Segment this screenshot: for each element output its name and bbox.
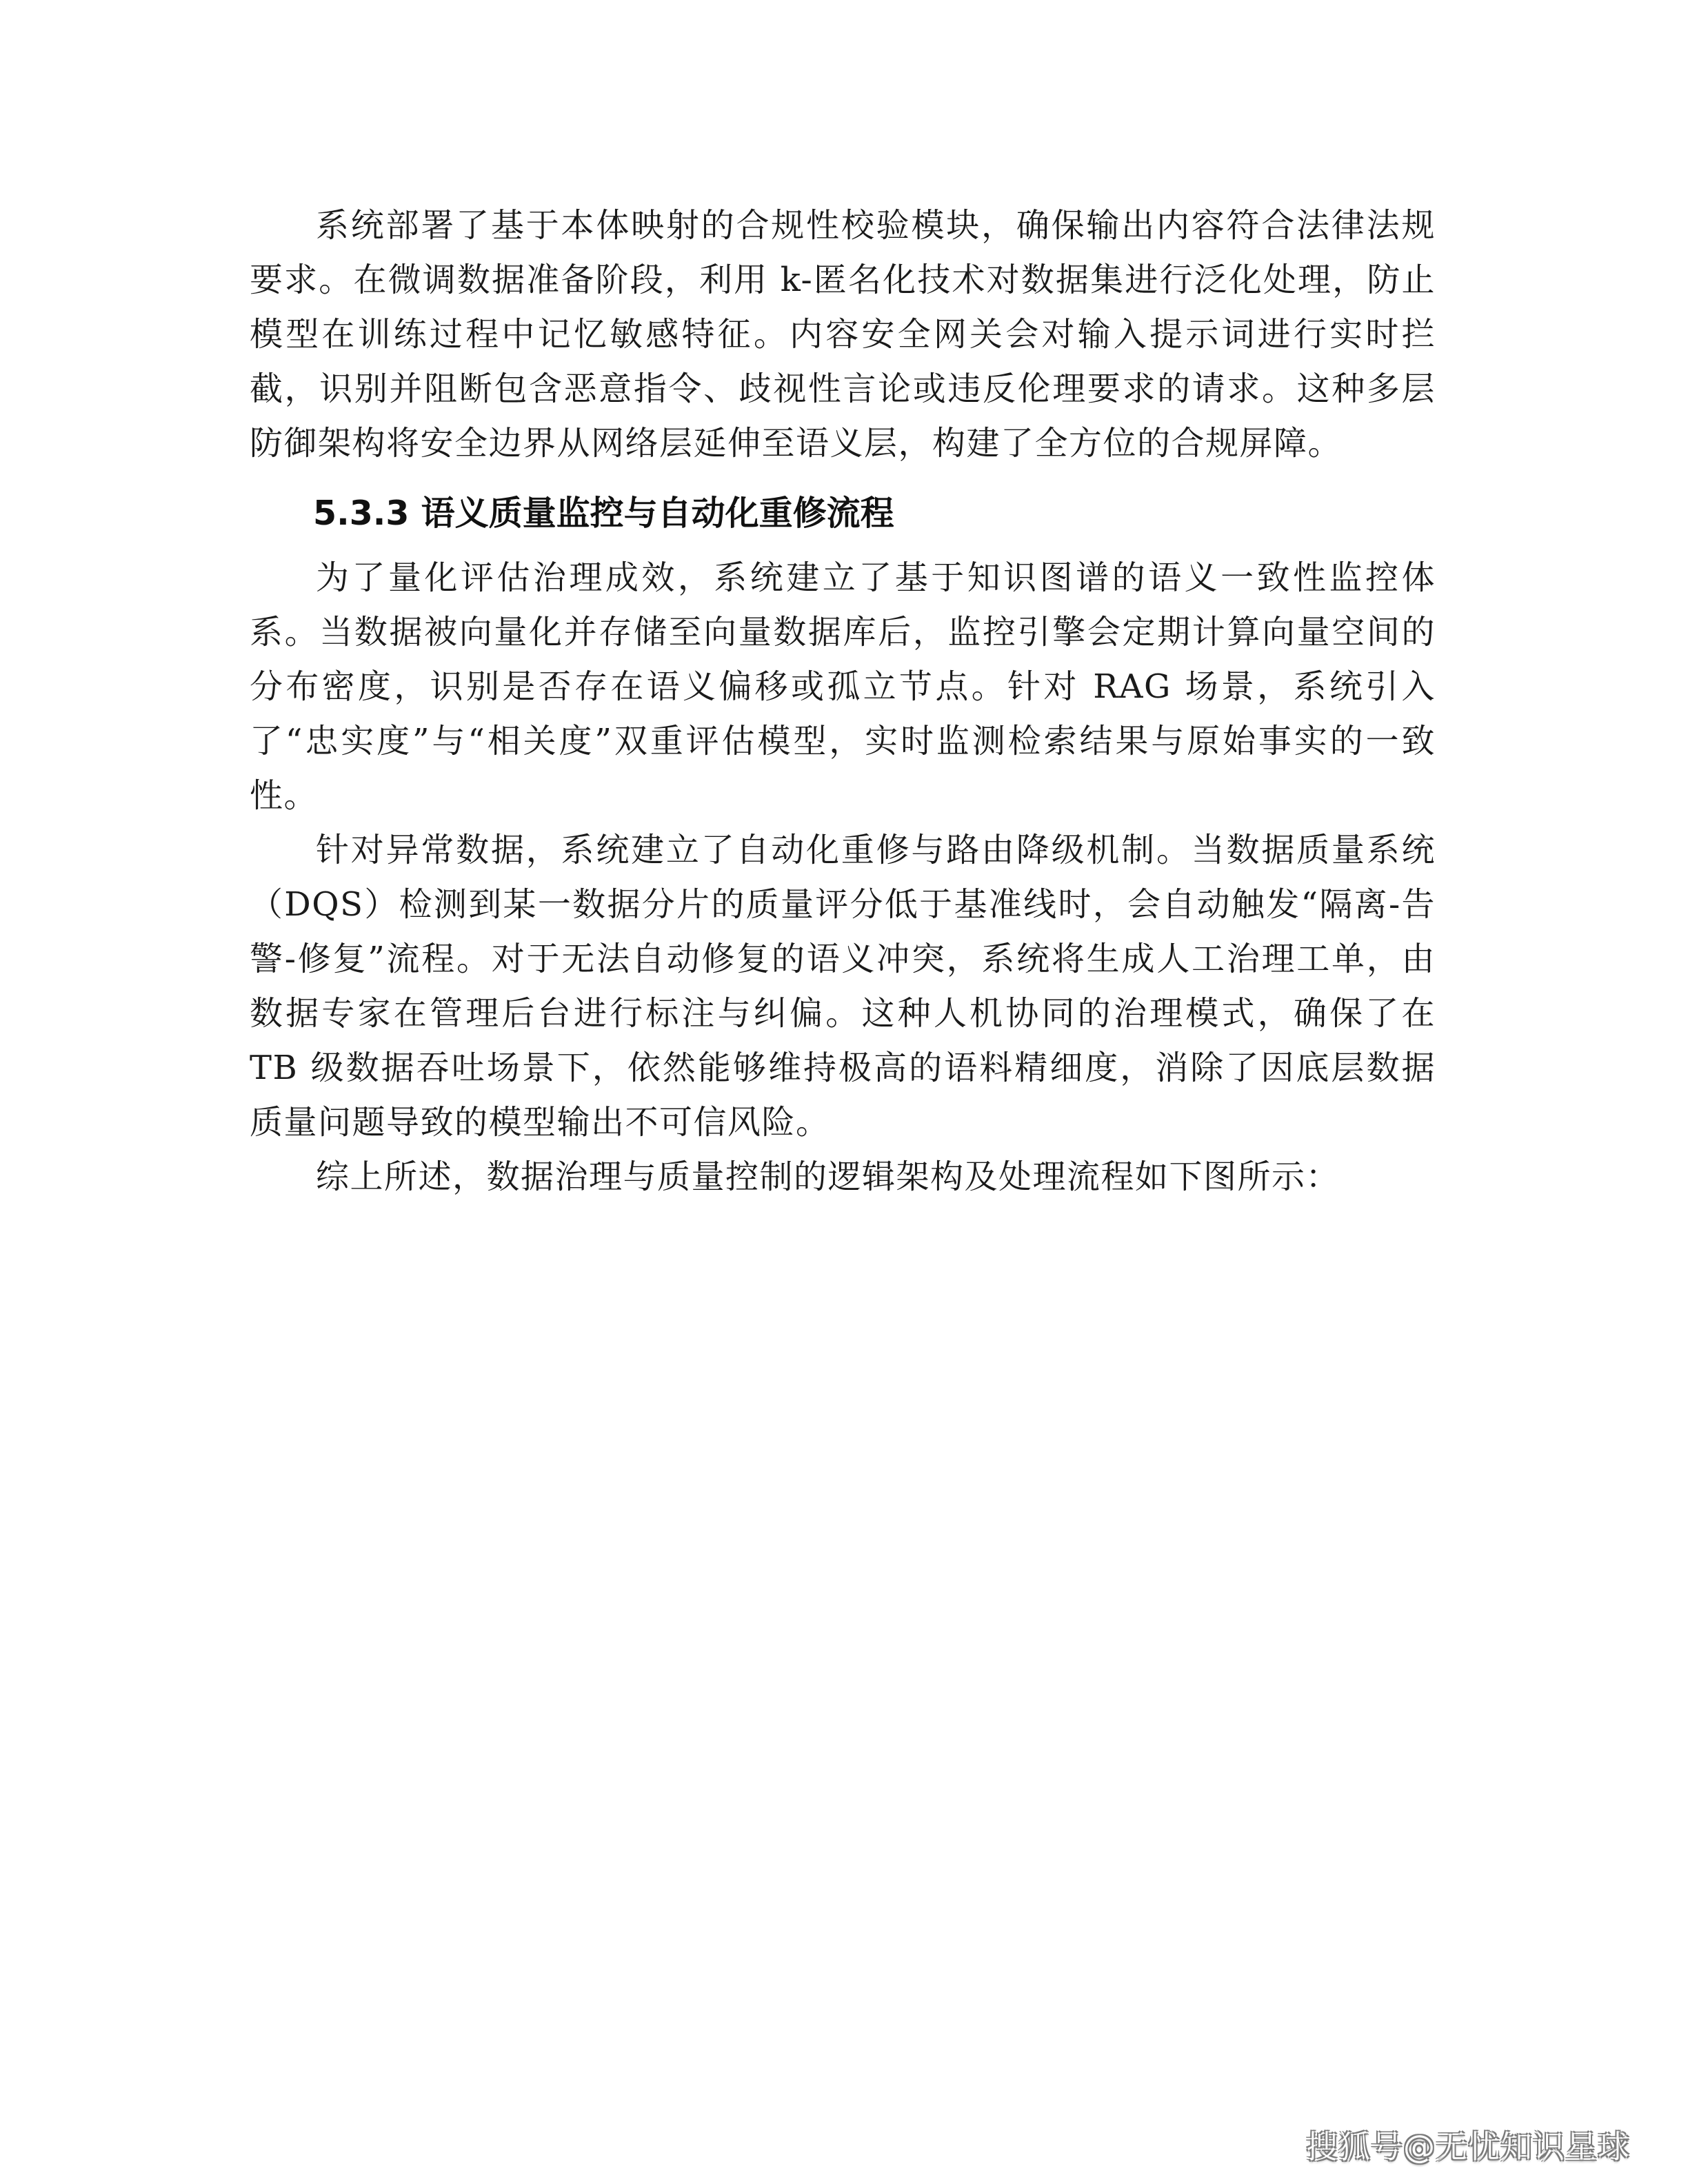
paragraph-auto-repair: 针对异常数据，系统建立了自动化重修与路由降级机制。当数据质量系统（DQS）检测到某一数据分片的质量评分低于基准线时，会自动触发“隔离-告警-修复”流程。对于无法自动修复的语义冲突，系统将生成人工治理工单，由数据专家在管理后台进行标注与纠偏。这种人机协同的治理模式，确保了在 TB 级数据吞吐场景下，依然能够维持极高的语料精细度，消除了因底层数据质量问题导致的模型输出不可信风险。 <box>250 831 1436 1142</box>
paragraph-summary: 综上所述，数据治理与质量控制的逻辑架构及处理流程如下图所示： <box>316 1157 1340 1196</box>
page-body <box>250 199 1436 1204</box>
paragraph-compliance-module: 系统部署了基于本体映射的合规性校验模块，确保输出内容符合法律法规要求。在微调数据准备阶段，利用 k-匿名化技术对数据集进行泛化处理，防止模型在训练过程中记忆敏感特征。内容安全网关会对输入提示词进行实时拦截，识别并阻断包含恶意指令、歧视性言论或违反伦理要求的请求。这种多层防御架构将安全边界从网络层延伸至语义层，构建了全方位的合规屏障。 <box>250 206 1436 463</box>
section-heading: 5.3.3 语义质量监控与自动化重修流程 <box>313 494 894 533</box>
paragraph-semantic-monitoring: 为了量化评估治理成效，系统建立了基于知识图谱的语义一致性监控体系。当数据被向量化并存储至向量数据库后，监控引擎会定期计算向量空间的分布密度，识别是否存在语义偏移或孤立节点。针对 RAG 场景，系统引入了“忠实度”与“相关度”双重评估模型，实时监测检索结果与原始事实的一致性。 <box>250 558 1436 815</box>
watermark-text: 搜狐号@无忧知识星球 <box>1306 2128 1630 2165</box>
